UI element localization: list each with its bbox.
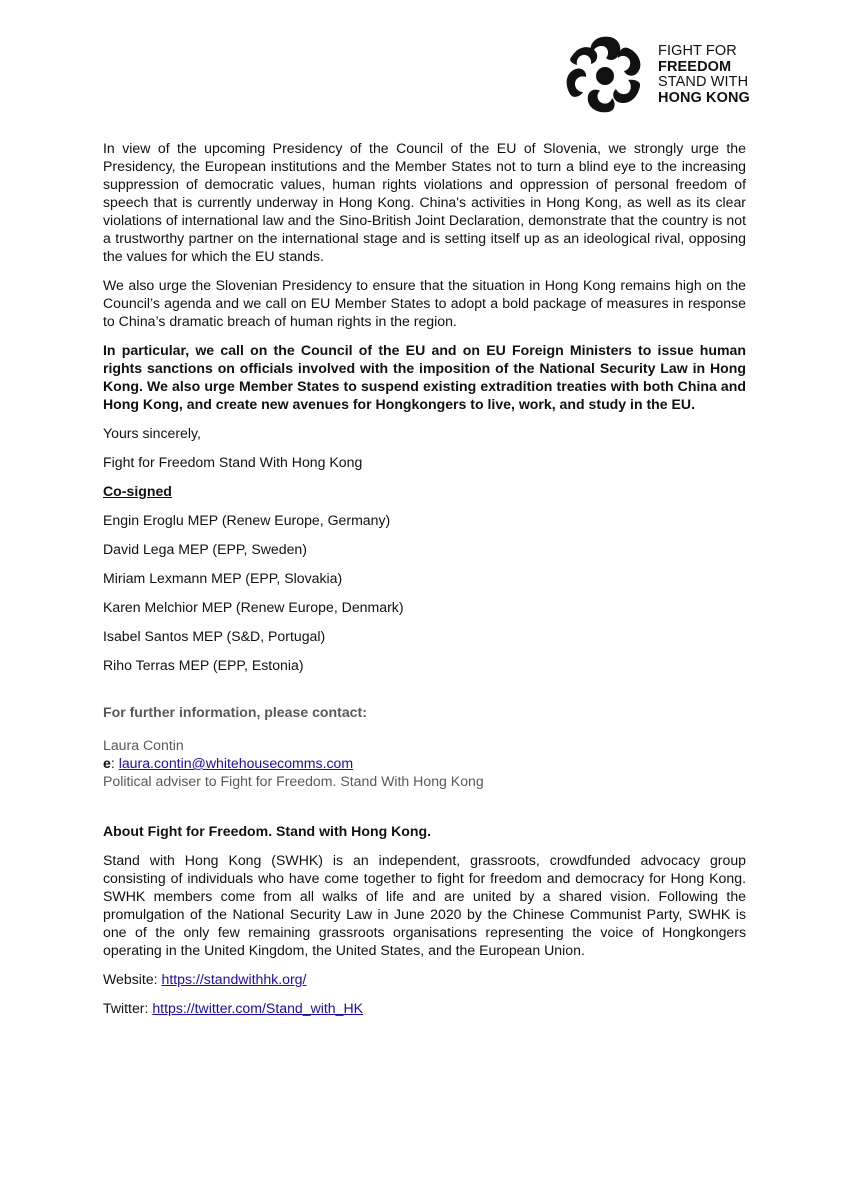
twitter-label: Twitter: <box>103 1000 153 1016</box>
logo-line-1: FIGHT FOR <box>658 43 737 59</box>
website-label: Website: <box>103 971 162 987</box>
cosigned-heading: Co-signed <box>103 483 172 499</box>
about-paragraph: Stand with Hong Kong (SWHK) is an independent, grassroots, crowdfunded advocacy group consisting of individuals who have come together to fight for freedom and democracy for Hong Kong. SWHK members come from all walks of life and are united by a shared vision. Following the promulgation of the National Security Law in June 2020 by the Chinese Communist Party, SWHK is one of the only few remaining grassroots organisations representing the voice of Hongkongers operating in the United Kingdom, the United States, and the European Union. <box>103 852 746 958</box>
contact-name: Laura Contin <box>103 737 184 753</box>
logo-line-4: HONG KONG <box>658 89 750 106</box>
cosigner-item: Miriam Lexmann MEP (EPP, Slovakia) <box>103 570 343 586</box>
cosigner-item: Engin Eroglu MEP (Renew Europe, Germany) <box>103 512 391 528</box>
cosigner-item: Isabel Santos MEP (S&D, Portugal) <box>103 628 326 644</box>
cosigner-item: Karen Melchior MEP (Renew Europe, Denmark) <box>103 599 404 615</box>
letter-body <box>103 139 746 1017</box>
cosigner-item: David Lega MEP (EPP, Sweden) <box>103 541 307 557</box>
email-separator: : <box>110 755 119 771</box>
paragraph-sanctions: In particular, we call on the Council of the EU and on EU Foreign Ministers to issue human rights sanctions on officials involved with the imposition of the National Security Law in Hong Kong. We also urge Member States to suspend existing extradition treaties with both China and Hong Kong, and create new avenues for Hongkongers to live, work, and study in the EU. <box>103 342 746 412</box>
paragraph-presidency: In view of the upcoming Presidency of the Council of the EU of Slovenia, we strongly urge the Presidency, the European institutions and the Member States not to turn a blind eye to the increasing suppression of democratic values, human rights violations and oppression of personal freedom of speech that is currently underway in Hong Kong. China's activities in Hong Kong, as well as its clear violations of international law and the Sino-British Joint Declaration, demonstrate that the country is not a trustworthy partner on the international stage and is setting itself up as an ideological rival, opposing the values for which the EU stands. <box>103 140 746 264</box>
signer-name: Fight for Freedom Stand With Hong Kong <box>103 454 363 470</box>
closing-salutation: Yours sincerely, <box>103 425 201 441</box>
contact-email-link[interactable]: laura.contin@whitehousecomms.com <box>118 755 354 771</box>
organization-logo <box>562 34 762 114</box>
email-label: e <box>103 755 111 771</box>
bauhinia-flower-icon <box>562 34 646 114</box>
website-line <box>103 970 746 988</box>
logo-wordmark <box>658 44 750 106</box>
twitter-link[interactable]: https://twitter.com/Stand_with_HK <box>152 1000 364 1016</box>
logo-line-2: FREEDOM <box>658 58 732 75</box>
contact-heading: For further information, please contact: <box>103 704 367 720</box>
contact-email-line <box>103 754 746 772</box>
twitter-line <box>103 999 746 1017</box>
contact-role: Political adviser to Fight for Freedom. Stand With Hong Kong <box>103 773 484 789</box>
website-link[interactable]: https://standwithhk.org/ <box>161 971 307 987</box>
paragraph-slovenian-presidency: We also urge the Slovenian Presidency to ensure that the situation in Hong Kong remains high on the Council’s agenda and we call on EU Member States to adopt a bold package of measures in response to China’s dramatic breach of human rights in the region. <box>103 277 746 329</box>
cosigner-item: Riho Terras MEP (EPP, Estonia) <box>103 657 304 673</box>
about-heading: About Fight for Freedom. Stand with Hong Kong. <box>103 823 432 839</box>
logo-line-3: STAND WITH <box>658 74 749 90</box>
